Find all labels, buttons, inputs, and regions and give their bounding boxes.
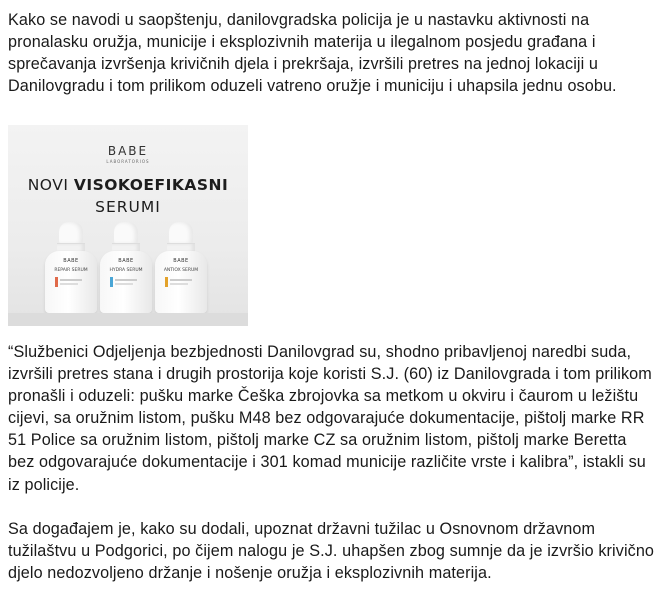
bottle-product-name: HYDRA SERUM xyxy=(109,268,143,273)
bottle-text-line xyxy=(115,279,137,281)
bottle-product-name: ANTIOX SERUM xyxy=(163,268,199,273)
dropper-cap xyxy=(59,222,83,244)
bottle-brand-label: BABE xyxy=(118,258,134,264)
bottle-accent-stripe xyxy=(55,277,58,287)
bottle-accent-stripe xyxy=(165,277,168,287)
article-paragraph-2: “Službenici Odjeljenja bezbjednosti Danilovgrad su, shodno pribavljenoj naredbi suda, izvršili pretres stana i drugih prostorija koje koristi S.J. (60) iz Danilovgrada i tom prilikom pronašli i oduzeli: pušku marke Češka zbrojovka sa metkom u okviru i čaurom u ležištu cijevi, sa oružnim listom, pušku M48 bez odgovarajuće dokumentacije, pištolj marke RR 51 Police sa oružnim listom, pištolj marke CZ sa oružnim listom, pištolj marke Beretta bez odgovarajuće dokumentacije i 301 komad municije različite vrste i kalibra”, istakli su iz policije. xyxy=(8,343,652,494)
article-paragraph-3: Sa događajem je, kako su dodali, upoznat državni tužilac u Osnovnom državnom tužilaštvu u Podgorici, po čijem nalogu je S.J. uhapšen zbog sumnje da je izvršio krivično djelo nedozvoljeno držanje i nošenje oružja i eksplozivnih materija. xyxy=(8,520,655,583)
bottle-accent-stripe xyxy=(110,277,113,287)
bottle-text-line xyxy=(170,279,192,281)
ad-brand-subtitle: LABORATORIOS xyxy=(106,159,150,164)
ad-brand-logo: BABE xyxy=(107,144,149,158)
ad-headline-bold: VISOKOEFIKASNI xyxy=(73,176,229,194)
ad-shelf-surface xyxy=(8,313,248,326)
ad-headline-line2: SERUMI xyxy=(95,198,161,216)
article-paragraph-1: Kako se navodi u saopštenju, danilovgradska policija je u nastavku aktivnosti na pronalasku oružja, municije i eksplozivnih materija u ilegalnom posjedu građana i sprečavanja izvršenja krivičnih djela i prekršaja, izvršili pretres na jednoj lokaciji u Danilovgradu i tom prilikom oduzeli vatreno oružje i municiju i uhapsila jednu osobu. xyxy=(8,11,617,96)
advertisement-banner[interactable] xyxy=(8,125,248,326)
bottle-text-line xyxy=(115,283,133,285)
dropper-cap xyxy=(169,222,193,244)
ad-headline-thin: NOVI xyxy=(27,176,74,194)
bottle-brand-label: BABE xyxy=(173,258,189,264)
bottle-text-line xyxy=(170,283,188,285)
bottle-text-line xyxy=(60,283,78,285)
ad-headline xyxy=(8,176,248,194)
bottle-brand-label: BABE xyxy=(63,258,79,264)
bottle-text-line xyxy=(60,279,82,281)
bottle-product-name: REPAIR SERUM xyxy=(54,268,88,273)
dropper-cap xyxy=(114,222,138,244)
